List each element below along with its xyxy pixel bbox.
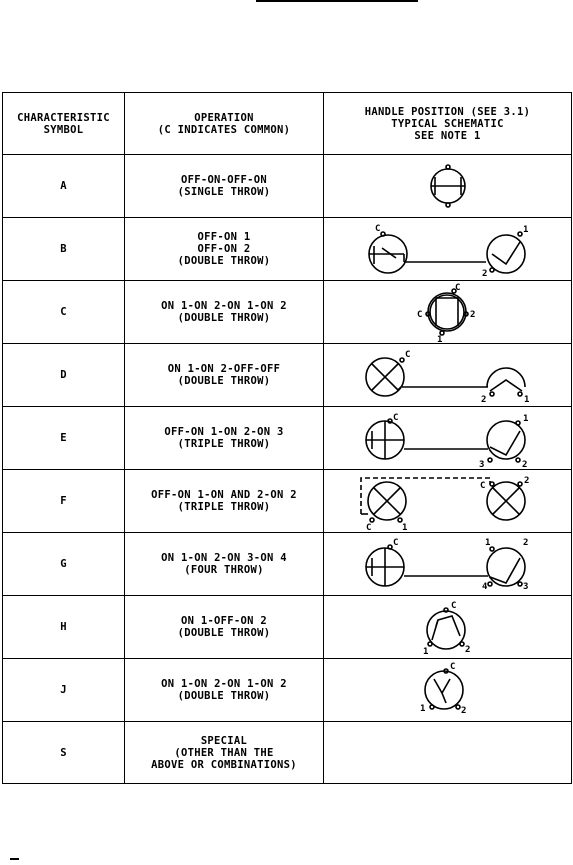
row-schematic [324, 407, 572, 470]
header-handle-position: HANDLE POSITION (SEE 3.1) TYPICAL SCHEMATIC SEE NOTE 1 [324, 93, 572, 155]
label-2: 2 [461, 706, 467, 716]
label-c-top: C [455, 283, 461, 293]
row-operation: ON 1-ON 2-ON 1-ON 2 (DOUBLE THROW) [125, 281, 324, 344]
label-3: 3 [523, 582, 529, 592]
schematic-g-icon [324, 533, 572, 595]
row-operation: ON 1-ON 2-ON 3-ON 4 (FOUR THROW) [125, 533, 324, 596]
header-row [3, 93, 572, 155]
row-symbol: C [3, 281, 125, 344]
schematic-e-icon [324, 407, 572, 469]
row-symbol: F [3, 470, 125, 533]
table-row [3, 155, 572, 218]
label-c-left: C [417, 310, 423, 320]
switch-characteristics-table [2, 92, 572, 784]
label-2: 2 [482, 269, 488, 279]
schematic-f-icon [324, 470, 572, 532]
table-row [3, 596, 572, 659]
row-symbol: G [3, 533, 125, 596]
row-operation: OFF-ON 1-ON 2-ON 3 (TRIPLE THROW) [125, 407, 324, 470]
label-1: 1 [524, 395, 530, 405]
label-1: 1 [402, 523, 408, 532]
table-row [3, 659, 572, 722]
row-symbol: B [3, 218, 125, 281]
row-schematic-empty [324, 722, 572, 784]
label-c: C [393, 538, 399, 548]
label-c-left: C [366, 523, 372, 532]
row-schematic [324, 218, 572, 281]
row-operation: OFF-ON 1-ON AND 2-ON 2 (TRIPLE THROW) [125, 470, 324, 533]
label-2: 2 [523, 538, 529, 548]
header-operation: OPERATION (C INDICATES COMMON) [125, 93, 324, 155]
row-symbol: D [3, 344, 125, 407]
label-c: C [451, 601, 457, 611]
label-3: 3 [479, 460, 485, 469]
label-1: 1 [437, 335, 443, 343]
header-symbol: CHARACTERISTIC SYMBOL [3, 93, 125, 155]
schematic-c-icon [324, 281, 572, 343]
row-schematic [324, 344, 572, 407]
label-2: 2 [481, 395, 487, 405]
label-2: 2 [465, 645, 471, 655]
row-schematic [324, 281, 572, 344]
label-c: C [375, 224, 381, 234]
top-rule [256, 0, 418, 2]
row-operation: ON 1-OFF-ON 2 (DOUBLE THROW) [125, 596, 324, 659]
row-operation: ON 1-ON 2-ON 1-ON 2 (DOUBLE THROW) [125, 659, 324, 722]
schematic-b-icon [324, 218, 572, 280]
row-schematic [324, 470, 572, 533]
table-row [3, 218, 572, 281]
table-row [3, 533, 572, 596]
table-row [3, 407, 572, 470]
bottom-mark [10, 858, 19, 860]
row-symbol: S [3, 722, 125, 784]
table-row [3, 281, 572, 344]
schematic-j-icon [324, 659, 572, 721]
table-row [3, 470, 572, 533]
row-operation: SPECIAL (OTHER THAN THE ABOVE OR COMBINATIONS) [125, 722, 324, 784]
label-2: 2 [522, 460, 528, 469]
label-1: 1 [523, 225, 529, 235]
schematic-a-icon [324, 155, 572, 217]
label-c: C [405, 350, 411, 360]
label-1: 1 [423, 647, 429, 657]
row-symbol: E [3, 407, 125, 470]
table-row [3, 344, 572, 407]
schematic-h-icon [324, 596, 572, 658]
label-c-right: C [480, 481, 486, 491]
label-2: 2 [524, 476, 530, 486]
label-c: C [393, 413, 399, 423]
row-schematic [324, 155, 572, 218]
row-symbol: J [3, 659, 125, 722]
label-c: C [450, 662, 456, 672]
label-2: 2 [470, 310, 476, 320]
label-1: 1 [485, 538, 491, 548]
label-4: 4 [482, 582, 488, 592]
row-schematic [324, 659, 572, 722]
row-symbol: A [3, 155, 125, 218]
row-schematic [324, 533, 572, 596]
label-1: 1 [523, 414, 529, 424]
row-operation: ON 1-ON 2-OFF-OFF (DOUBLE THROW) [125, 344, 324, 407]
row-operation: OFF-ON-OFF-ON (SINGLE THROW) [125, 155, 324, 218]
table-row [3, 722, 572, 784]
schematic-d-icon [324, 344, 572, 406]
row-schematic [324, 596, 572, 659]
row-symbol: H [3, 596, 125, 659]
row-operation: OFF-ON 1 OFF-ON 2 (DOUBLE THROW) [125, 218, 324, 281]
label-1: 1 [420, 704, 426, 714]
